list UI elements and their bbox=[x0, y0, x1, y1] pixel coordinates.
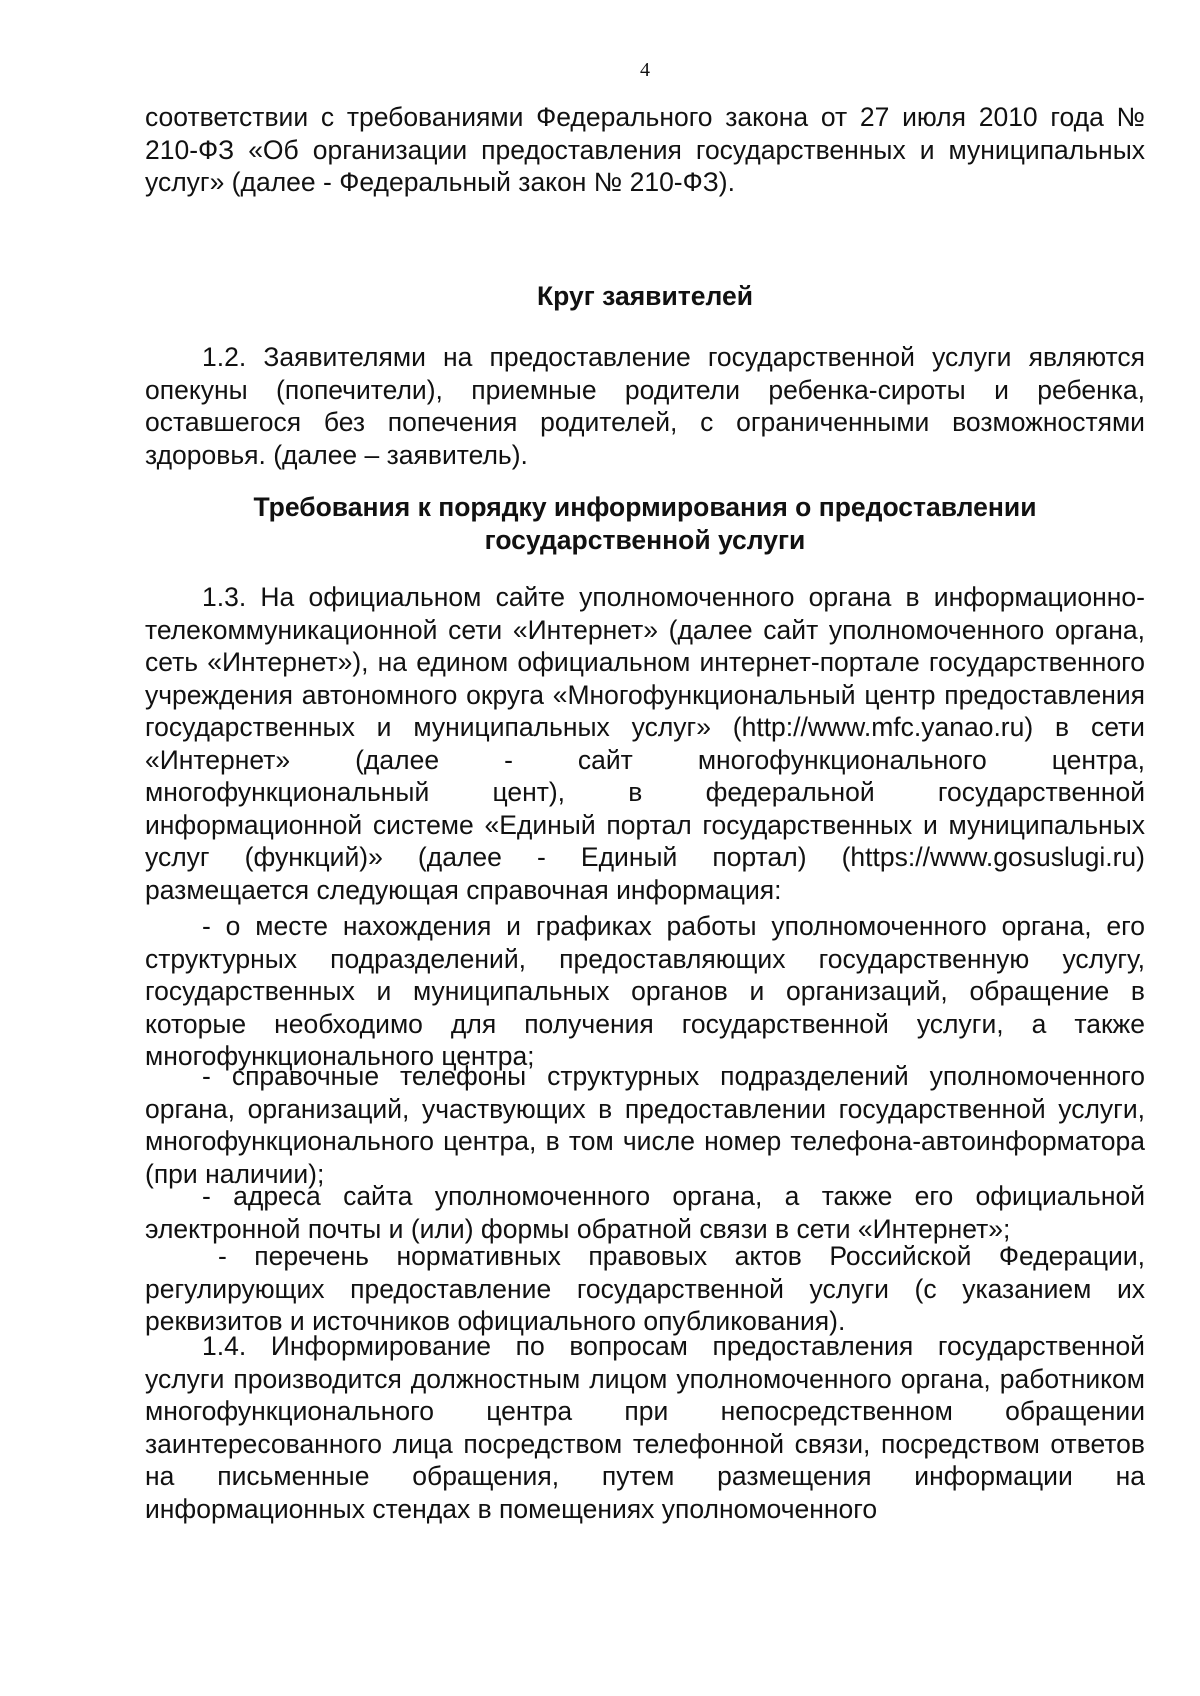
heading-information-requirements: Требования к порядку информирования о предоставлении государственной услуги bbox=[253, 492, 1037, 555]
list-item-addresses: - адреса сайта уполномоченного органа, а также его официальной электронной почты и (или) формы обратной связи в сети «Интернет»; bbox=[145, 1181, 1145, 1244]
heading-applicants: Круг заявителей bbox=[537, 281, 753, 311]
list-item-phones: - справочные телефоны структурных подразделений уполномоченного органа, организаций, участвующих в предоставлении государственной услуги, многофункционального центра, в том числе номер телефона-автоинформатора (при наличии); bbox=[145, 1061, 1145, 1189]
paragraph-1-2: 1.2. Заявителями на предоставление государственной услуги являются опекуны (попечители), приемные родители ребенка-сироты и ребенка, оставшегося без попечения родителей, с ограниченными возможностями здоровья. (далее – заявитель). bbox=[145, 342, 1145, 470]
paragraph-1-4: 1.4. Информирование по вопросам предоставления государственной услуги производится должностным лицом уполномоченного органа, работником многофункционального центра при непосредственном обращении заинтересованного лица посредством телефонной связи, посредством ответов на письменные обращения, путем размещения информации на информационных стендах в помещениях уполномоченного bbox=[145, 1331, 1145, 1524]
list-item-legal-acts: - перечень нормативных правовых актов Российской Федерации, регулирующих предоставление государственной услуги (с указанием их реквизитов и источников официального опубликования). bbox=[145, 1241, 1145, 1336]
paragraph-law-reference: соответствии с требованиями Федерального закона от 27 июля 2010 года № 210-ФЗ «Об организации предоставления государственных и муниципальных услуг» (далее - Федеральный закон № 210-ФЗ). bbox=[145, 102, 1145, 197]
page-number: 4 bbox=[640, 59, 650, 81]
paragraph-1-3: 1.3. На официальном сайте уполномоченного органа в информационно-телекоммуникационной сети «Интернет» (далее сайт уполномоченного органа, сеть «Интернет»), на едином официальном интернет-портале государственного учреждения автономного округа «Многофункциональный центр предоставления государственных и муниципальных услуг» (http://www.mfc.yanao.ru) в сети «Интернет» (далее - сайт многофункционального центра, многофункциональный цент), в федеральной государственной информационной системе «Единый портал государственных и муниципальных услуг (функций)» (далее - Единый портал) (https://www.gosuslugi.ru) размещается следующая справочная информация: bbox=[145, 582, 1145, 905]
list-item-location-schedules: - о месте нахождения и графиках работы уполномоченного органа, его структурных подразделений, предоставляющих государственную услугу, государственных и муниципальных органов и организаций, обращение в которые необходимо для получения государственной услуги, а также многофункционального центра; bbox=[145, 911, 1145, 1071]
